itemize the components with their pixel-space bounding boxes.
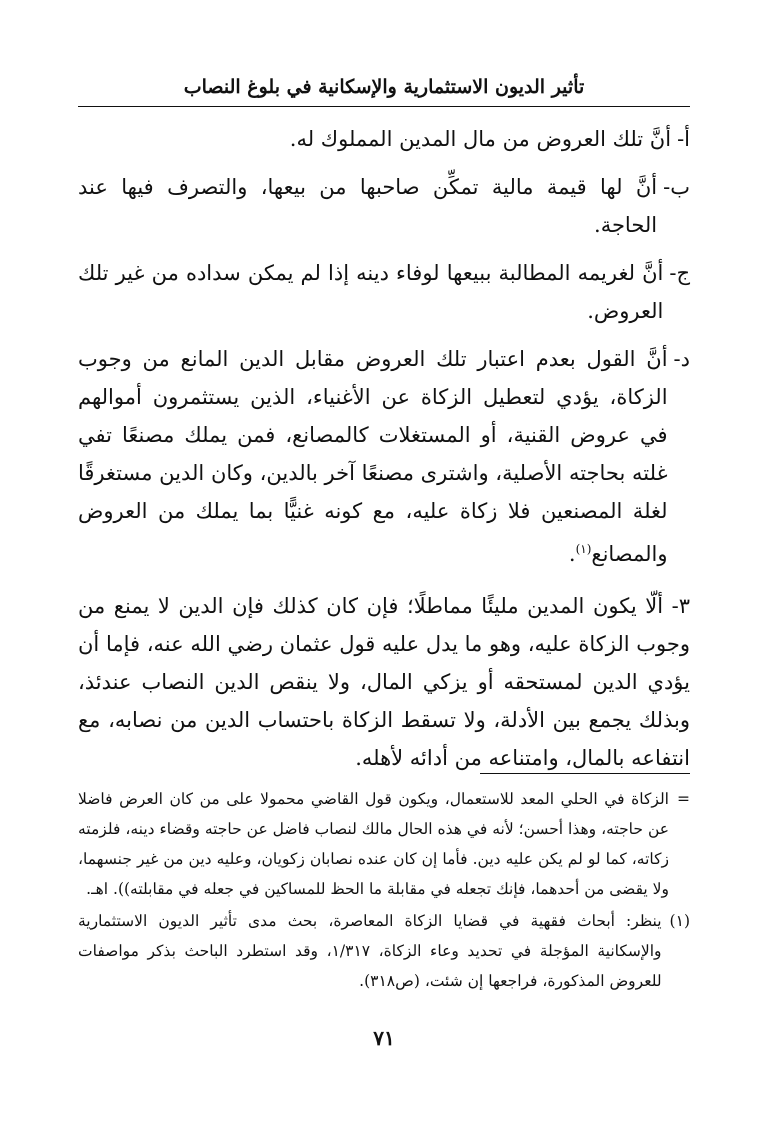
list-marker: د-: [673, 347, 690, 371]
main-text: [78, 120, 690, 777]
list-item-text: أنَّ لها قيمة مالية تمكِّن صاحبها من بيعها، والتصرف فيها عند الحاجة.: [78, 175, 658, 237]
list-item-alif: [78, 120, 690, 158]
footnote-1: [78, 906, 690, 996]
header-divider: [78, 106, 690, 107]
list-marker: ج-: [669, 261, 690, 285]
footnotes: [78, 784, 690, 998]
list-item-jim: [78, 254, 690, 330]
list-item-text: أنَّ لغريمه المطالبة ببيعها لوفاء دينه إذا لم يمكن سداده من غير تلك العروض.: [78, 261, 664, 323]
list-item-dal: [78, 340, 690, 573]
footnote-marker: (١): [669, 912, 690, 930]
footnote-text: الزكاة في الحلي المعد للاستعمال، ويكون قول القاضي محمولا على من كان العرض فاضلا عن حاجته، وهذا أحسن؛ لأنه في هذه الحال مالك لنصاب فاضل عن حاجته وقضاء دينه، فلزمته زكاته، كما لو لم يكن عليه دين. فأما إن كان عنده نصابان زكويان، وعليه دين من غير جنسهما، ولا يقضى من أحدهما، فإنك تجعله في مقابلة ما الحظ للمساكين في جعله في مقابلته)). اهـ.: [78, 790, 669, 898]
footnote-marker: =: [677, 790, 690, 808]
list-marker: أ-: [677, 127, 690, 151]
body-paragraph: ٣- ألّا يكون المدين مليئًا مماطلًا؛ فإن كان كذلك فإن الدين لا يمنع من وجوب الزكاة عليه، وهو ما يدل عليه قول عثمان رضي الله عنه، فإما أن يؤدي الدين لمستحقه أو يزكي المال، ولا ينقص الدين النصاب عندئذ، وبذلك يجمع بين الأدلة، ولا تسقط الزكاة باحتساب الدين من نصابه، مع انتفاعه بالمال، وامتناعه من أدائه لأهله.: [78, 594, 690, 770]
sentence-end: .: [568, 542, 576, 566]
page-number: ٧١: [373, 1026, 395, 1050]
footnote-text: ينظر: أبحاث فقهية في قضايا الزكاة المعاصرة، بحث مدى تأثير الديون الاستثمارية والإسكانية المؤجلة في تحديد وعاء الزكاة، ١/٣١٧، وقد استطرد الباحث بذكر مواصفات للعروض المذكورة، فراجعها إن شئت، (ص٣١٨).: [78, 912, 662, 990]
list-item-text: أنَّ تلك العروض من مال المدين المملوك له.: [289, 127, 672, 151]
list-marker: ب-: [663, 175, 690, 199]
running-header: تأثير الديون الاستثمارية والإسكانية في بلوغ النصاب: [183, 76, 585, 98]
list-item-text: [78, 340, 668, 573]
footnote-continuation: [78, 784, 690, 904]
footnote-ref[interactable]: (١): [575, 542, 592, 556]
list-item-ba: [78, 168, 690, 244]
list-item-body: أنَّ القول بعدم اعتبار تلك العروض مقابل الدين المانع من وجوب الزكاة، يؤدي لتعطيل الزكاة عن الأغنياء، الذين يستثمرون أموالهم في عروض القنية، أو المستغلات كالمصانع، فمن يملك مصنعًا تفي غلته بحاجته الأصلية، واشترى مصنعًا آخر بالدين، وكان الدين مستغرقًا لغلة المصنعين فلا زكاة عليه، مع كونه غنيًّا بما يملك من العروض والمصانع: [78, 347, 668, 566]
